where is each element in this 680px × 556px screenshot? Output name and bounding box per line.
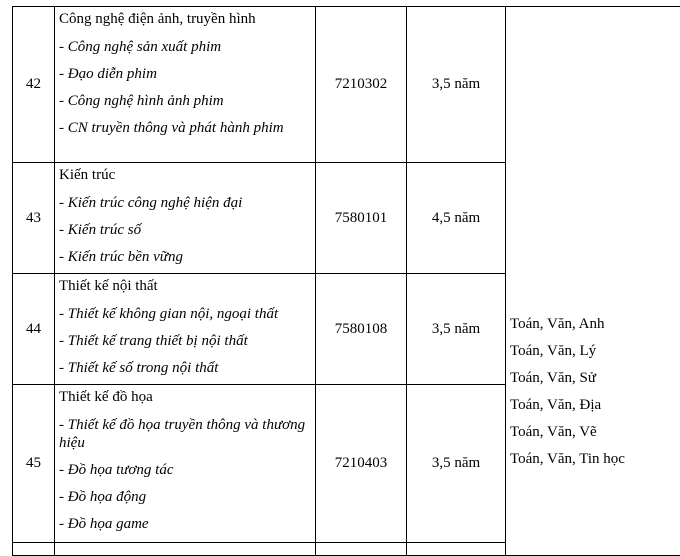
major-title: Công nghệ điện ảnh, truyền hình (59, 9, 311, 29)
specialization: - Đồ họa game (59, 515, 311, 533)
major-cell (55, 163, 316, 274)
major-cell (55, 543, 316, 556)
major-title: Thiết kế đồ họa (59, 387, 311, 407)
specialization: - Đạo diễn phim (59, 65, 311, 83)
major-title: Kiến trúc (59, 165, 311, 185)
major-cell (55, 274, 316, 385)
specialization: - Kiến trúc bền vững (59, 248, 311, 266)
study-duration: 4,5 năm (407, 163, 506, 274)
study-duration: 3,5 năm (407, 7, 506, 163)
subject-combinations-cell (506, 7, 680, 556)
specialization: - Đồ họa động (59, 488, 311, 506)
major-code: 7210403 (316, 385, 407, 543)
combination-item: Toán, Văn, Địa (510, 392, 680, 419)
row-number: 43 (13, 163, 55, 274)
specialization: - Thiết kế đồ họa truyền thông và thương hiệu (59, 416, 311, 452)
combination-item: Toán, Văn, Vẽ (510, 419, 680, 446)
specialization: - Thiết kế số trong nội thất (59, 359, 311, 377)
specialization: - CN truyền thông và phát hành phim (59, 119, 311, 137)
row-number: 42 (13, 7, 55, 163)
study-duration: 3,5 năm (407, 385, 506, 543)
specialization: - Thiết kế không gian nội, ngoại thất (59, 305, 311, 323)
combination-item: Toán, Văn, Sử (510, 365, 680, 392)
combination-item: Toán, Văn, Anh (510, 311, 680, 338)
major-code: 7210302 (316, 7, 407, 163)
specialization: - Công nghệ hình ảnh phim (59, 92, 311, 110)
combination-item: Toán, Văn, Lý (510, 338, 680, 365)
combination-list (510, 7, 680, 473)
study-duration: 3,5 năm (407, 274, 506, 385)
major-cell (55, 7, 316, 163)
major-cell (55, 385, 316, 543)
row-number: 44 (13, 274, 55, 385)
table-row (13, 7, 680, 163)
row-number: 45 (13, 385, 55, 543)
combination-item: Toán, Văn, Tin học (510, 446, 680, 473)
specialization: - Thiết kế trang thiết bị nội thất (59, 332, 311, 350)
major-code: 7580108 (316, 274, 407, 385)
specialization: - Công nghệ sản xuất phim (59, 38, 311, 56)
major-code: 7580101 (316, 163, 407, 274)
row-number (13, 543, 55, 556)
major-title: Thiết kế nội thất (59, 276, 311, 296)
specialization: - Kiến trúc công nghệ hiện đại (59, 194, 311, 212)
majors-table (12, 6, 680, 556)
major-code (316, 543, 407, 556)
specialization: - Kiến trúc số (59, 221, 311, 239)
study-duration (407, 543, 506, 556)
specialization: - Đồ họa tương tác (59, 461, 311, 479)
